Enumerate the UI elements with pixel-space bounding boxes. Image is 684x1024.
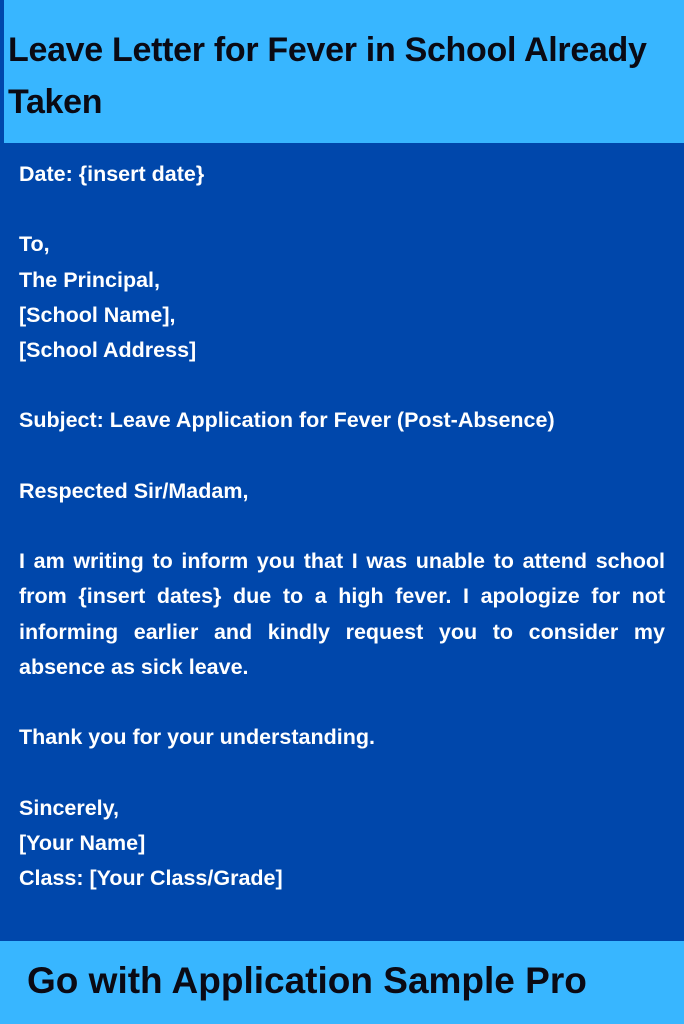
- spacer: [19, 192, 665, 227]
- footer-text: Go with Application Sample Pro: [27, 960, 587, 1001]
- page-title: Leave Letter for Fever in School Already Taken: [8, 31, 647, 121]
- salutation: Respected Sir/Madam,: [19, 478, 249, 503]
- spacer: [19, 685, 665, 720]
- class-line: Class: [Your Class/Grade]: [19, 865, 283, 890]
- subject-line: Subject: Leave Application for Fever (Post-Absence): [19, 408, 555, 433]
- title-banner-edge: [0, 0, 4, 143]
- spacer: [19, 439, 665, 474]
- your-name: [Your Name]: [19, 830, 146, 855]
- recipient-school-address: [School Address]: [19, 338, 197, 362]
- body-paragraph: I am writing to inform you that I was unable to attend school from {insert dates} due to a high fever. I apologize for not informing earlier and kindly request you to consider my absence as sick leave.: [19, 549, 665, 679]
- letter-body: [19, 157, 665, 896]
- recipient-school-name: [School Name],: [19, 302, 176, 327]
- date-line: Date: {insert date}: [19, 162, 205, 186]
- recipient-to: To,: [19, 232, 50, 257]
- spacer: [19, 509, 665, 544]
- thanks-line: Thank you for your understanding.: [19, 725, 375, 750]
- recipient-principal: The Principal,: [19, 267, 160, 292]
- spacer: [19, 368, 665, 403]
- spacer: [19, 755, 665, 790]
- closing: Sincerely,: [19, 795, 119, 820]
